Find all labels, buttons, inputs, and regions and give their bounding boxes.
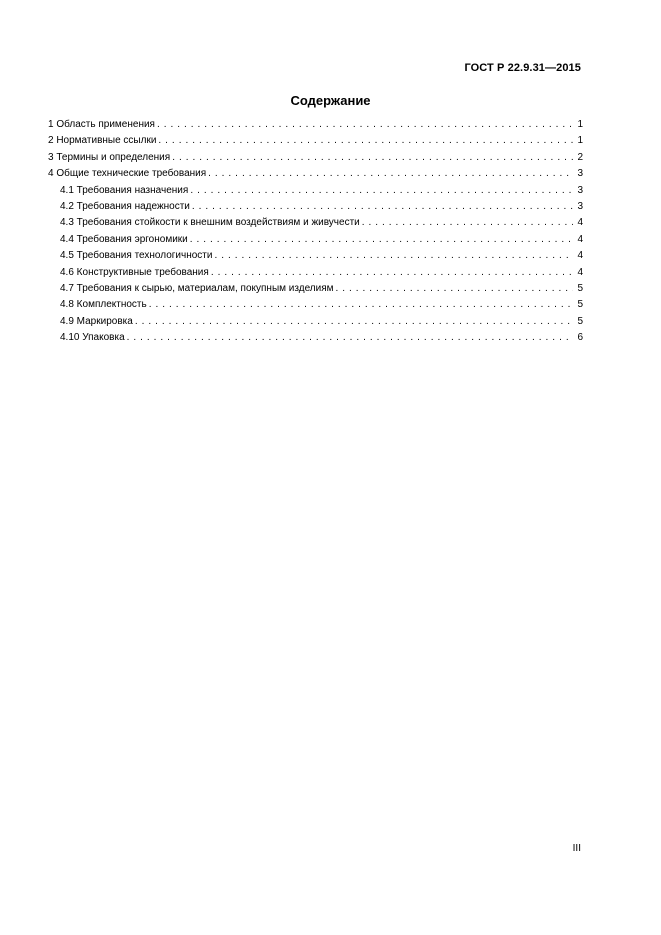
- toc-entry-page: 6: [577, 332, 583, 344]
- toc-entry-page: 3: [577, 168, 583, 180]
- toc-leader-dots: [172, 150, 573, 166]
- toc-entry-page: 4: [577, 217, 583, 229]
- toc-entry-label: 4.6 Конструктивные требования: [60, 266, 209, 278]
- toc-leader-dots: [157, 117, 573, 133]
- table-of-contents: [48, 117, 583, 346]
- toc-entry-page: 3: [577, 184, 583, 196]
- toc-entry-label: 4.10 Упаковка: [60, 332, 125, 344]
- toc-entry-label: 4 Общие технические требования: [48, 168, 207, 180]
- toc-entry-page: 3: [577, 200, 583, 212]
- toc-entry-page: 5: [577, 299, 583, 311]
- toc-leader-dots: [192, 199, 573, 215]
- toc-entry-label: 2 Нормативные ссылки: [48, 135, 157, 147]
- toc-subentry[interactable]: [48, 297, 583, 313]
- toc-leader-dots: [208, 166, 573, 182]
- toc-entry-page: 1: [577, 135, 583, 147]
- toc-leader-dots: [211, 265, 573, 281]
- toc-subentry[interactable]: [48, 215, 583, 231]
- toc-entry-label: 4.8 Комплектность: [60, 299, 147, 311]
- toc-entry-label: 1 Область применения: [48, 119, 155, 130]
- toc-leader-dots: [158, 133, 573, 149]
- toc-entry-page: 1: [577, 119, 583, 130]
- toc-subentry[interactable]: [48, 199, 583, 215]
- toc-entry-label: 4.4 Требования эргономики: [60, 233, 188, 245]
- toc-leader-dots: [214, 248, 573, 264]
- toc-entry-label: 4.2 Требования надежности: [60, 200, 190, 212]
- toc-leader-dots: [336, 281, 573, 297]
- toc-entry-label: 4.5 Требования технологичности: [60, 250, 213, 262]
- toc-entry-page: 5: [577, 282, 583, 294]
- toc-leader-dots: [190, 232, 573, 248]
- toc-entry[interactable]: [48, 150, 583, 166]
- toc-entry-page: 2: [577, 151, 583, 163]
- toc-entry[interactable]: [48, 117, 583, 133]
- toc-subentry[interactable]: [48, 314, 583, 330]
- toc-entry-label: 4.9 Маркировка: [60, 315, 133, 327]
- toc-leader-dots: [362, 215, 573, 231]
- toc-entry-page: 5: [577, 315, 583, 327]
- toc-subentry[interactable]: [48, 281, 583, 297]
- toc-entry-label: 3 Термины и определения: [48, 151, 171, 163]
- toc-entry-page: 4: [577, 266, 583, 278]
- toc-subentry[interactable]: [48, 248, 583, 264]
- toc-entry-label: 4.1 Требования назначения: [60, 184, 189, 196]
- toc-leader-dots: [135, 314, 573, 330]
- toc-leader-dots: [190, 183, 573, 199]
- toc-subentry[interactable]: [48, 330, 583, 346]
- toc-subentry[interactable]: [48, 232, 583, 248]
- document-code: ГОСТ Р 22.9.31—2015: [464, 62, 581, 74]
- page-number: III: [572, 843, 581, 854]
- toc-entry-label: 4.7 Требования к сырью, материалам, покупным изделиям: [60, 282, 334, 294]
- toc-leader-dots: [149, 297, 573, 313]
- toc-subentry[interactable]: [48, 265, 583, 281]
- toc-title: Содержание: [290, 93, 371, 108]
- toc-entry[interactable]: [48, 166, 583, 182]
- toc-entry-label: 4.3 Требования стойкости к внешним воздействиям и живучести: [60, 217, 360, 229]
- toc-subentry[interactable]: [48, 183, 583, 199]
- toc-entry-page: 4: [577, 233, 583, 245]
- toc-leader-dots: [127, 330, 573, 346]
- toc-entry-page: 4: [577, 250, 583, 262]
- toc-entry[interactable]: [48, 133, 583, 149]
